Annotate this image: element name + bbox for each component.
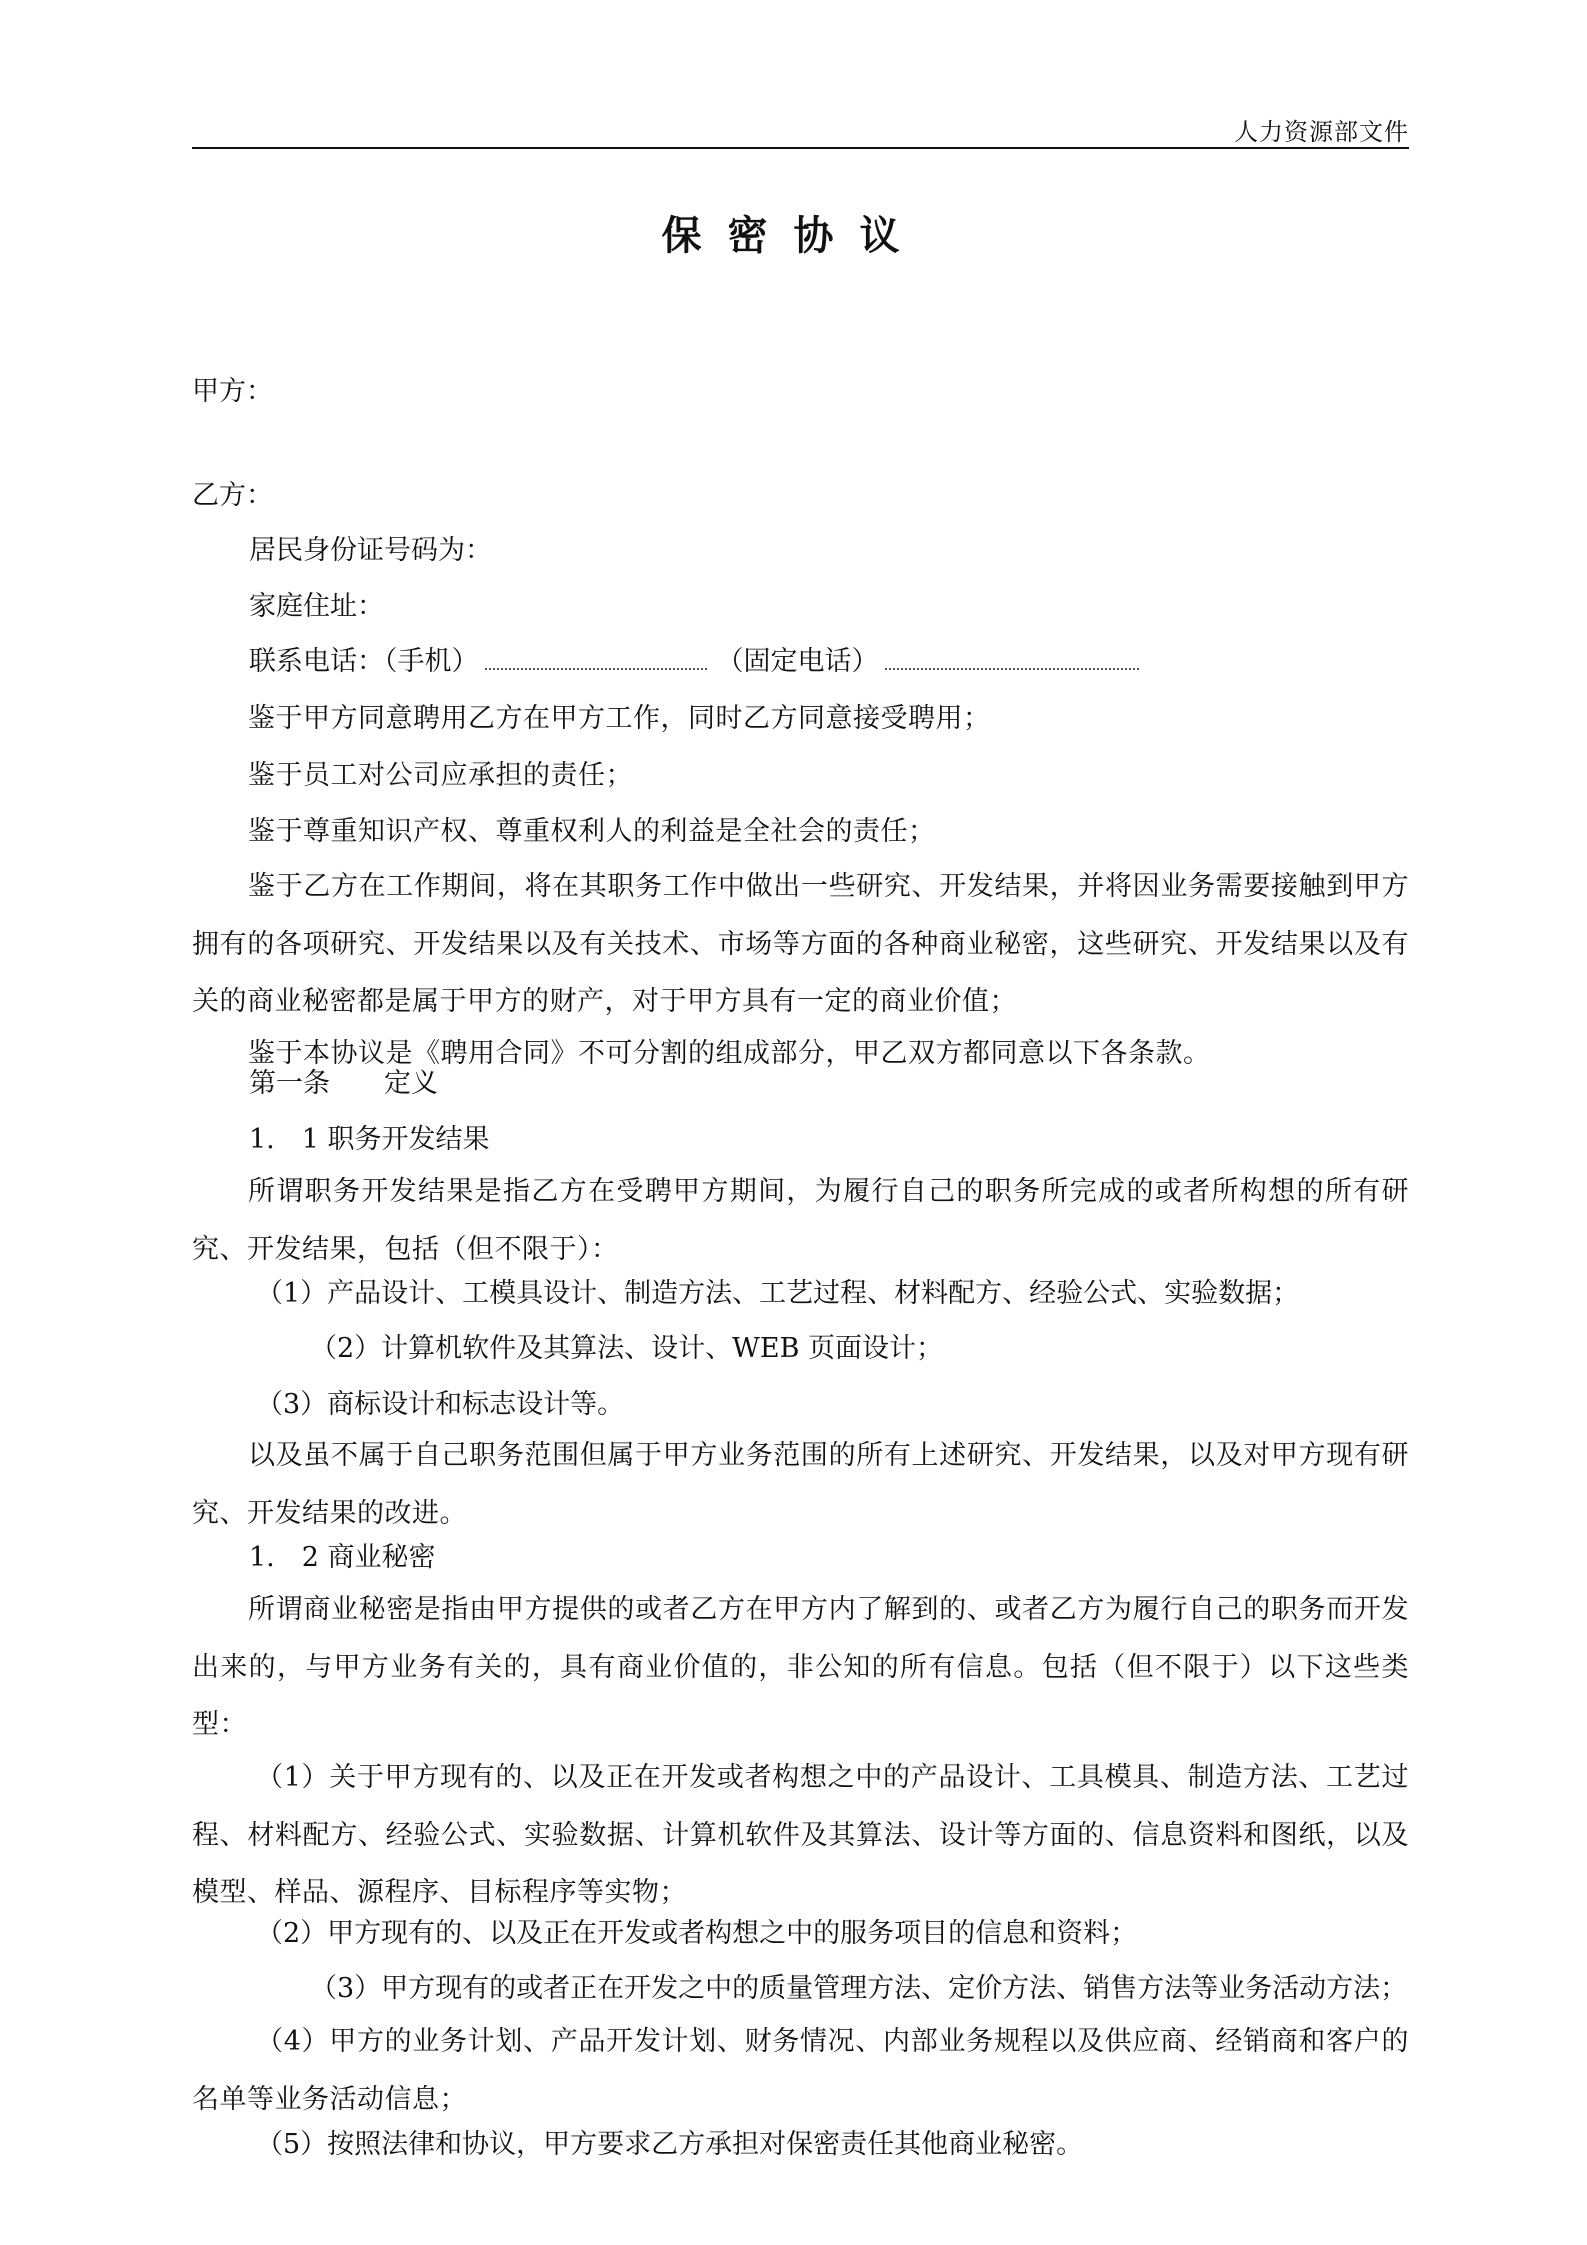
article-number: 第一条 <box>249 1068 330 1099</box>
section-1-2-item-1: （1）关于甲方现有的、以及正在开发或者构想之中的产品设计、工具模具、制造方法、工艺过程、材料配方、经验公式、实验数据、计算机软件及其算法、设计等方面的、信息资料和图纸，以及模型、样品、源程序、目标程序等实物； <box>192 1762 1409 1908</box>
recital-3: 鉴于尊重知识产权、尊重权利人的利益是全社会的责任； <box>248 816 936 847</box>
article-1-heading <box>249 1066 438 1102</box>
section-1-2-heading: 1. 2 商业秘密 <box>249 1542 436 1573</box>
party-b-label: 乙方： <box>192 480 273 511</box>
phone-line <box>249 644 1139 680</box>
mobile-phone-label: 联系电话：（手机） <box>249 646 479 677</box>
document-title: 保密协议 <box>661 212 926 259</box>
recital-1: 鉴于甲方同意聘用乙方在甲方工作，同时乙方同意接受聘用； <box>248 703 991 734</box>
section-1-1-heading: 1. 1 职务开发结果 <box>249 1124 490 1155</box>
recital-4: 鉴于乙方在工作期间，将在其职务工作中做出一些研究、开发结果，并将因业务需要接触到甲方拥有的各项研究、开发结果以及有关技术、市场等方面的各种商业秘密，这些研究、开发结果以及有关的商业秘密都是属于甲方的财产，对于甲方具有一定的商业价值； <box>192 871 1409 1017</box>
page-header-department: 人力资源部文件 <box>1234 118 1409 146</box>
mobile-phone-blank <box>485 648 707 670</box>
recital-5: 鉴于本协议是《聘用合同》不可分割的组成部分，甲乙双方都同意以下各条款。 <box>248 1038 1211 1069</box>
party-a-label: 甲方： <box>192 376 273 407</box>
section-1-1-item-3: （3）商标设计和标志设计等。 <box>256 1389 625 1420</box>
article-title: 定义 <box>384 1068 438 1099</box>
section-1-2-item-2: （2）甲方现有的、以及正在开发或者构想之中的服务项目的信息和资料； <box>256 1918 1138 1949</box>
section-1-2-item-3: （3）甲方现有的或者正在开发之中的质量管理方法、定价方法、销售方法等业务活动方法； <box>310 1973 1408 2004</box>
section-1-1-tail: 以及虽不属于自己职务范围但属于甲方业务范围的所有上述研究、开发结果，以及对甲方现有研究、开发结果的改进。 <box>192 1440 1409 1529</box>
section-1-2-intro: 所谓商业秘密是指由甲方提供的或者乙方在甲方内了解到的、或者乙方为履行自己的职务而开发出来的，与甲方业务有关的，具有商业价值的，非公知的所有信息。包括（但不限于）以下这些类型： <box>192 1594 1409 1740</box>
id-number-label: 居民身份证号码为： <box>249 535 492 566</box>
recital-2: 鉴于员工对公司应承担的责任； <box>248 760 633 791</box>
section-1-1-item-2: （2）计算机软件及其算法、设计、WEB 页面设计； <box>310 1333 944 1364</box>
section-1-2-item-5: （5）按照法律和协议，甲方要求乙方承担对保密责任其他商业秘密。 <box>256 2129 1084 2160</box>
section-1-1-intro: 所谓职务开发结果是指乙方在受聘甲方期间，为履行自己的职务所完成的或者所构想的所有研究、开发结果，包括（但不限于）： <box>192 1176 1409 1265</box>
home-address-label: 家庭住址： <box>249 591 384 622</box>
landline-phone-label: （固定电话） <box>716 646 879 677</box>
header-rule <box>192 147 1409 149</box>
landline-phone-blank <box>885 648 1139 670</box>
section-1-2-item-4: （4）甲方的业务计划、产品开发计划、财务情况、内部业务规程以及供应商、经销商和客户的名单等业务活动信息； <box>192 2026 1409 2115</box>
section-1-1-item-1: （1）产品设计、工模具设计、制造方法、工艺过程、材料配方、经验公式、实验数据； <box>256 1278 1300 1309</box>
